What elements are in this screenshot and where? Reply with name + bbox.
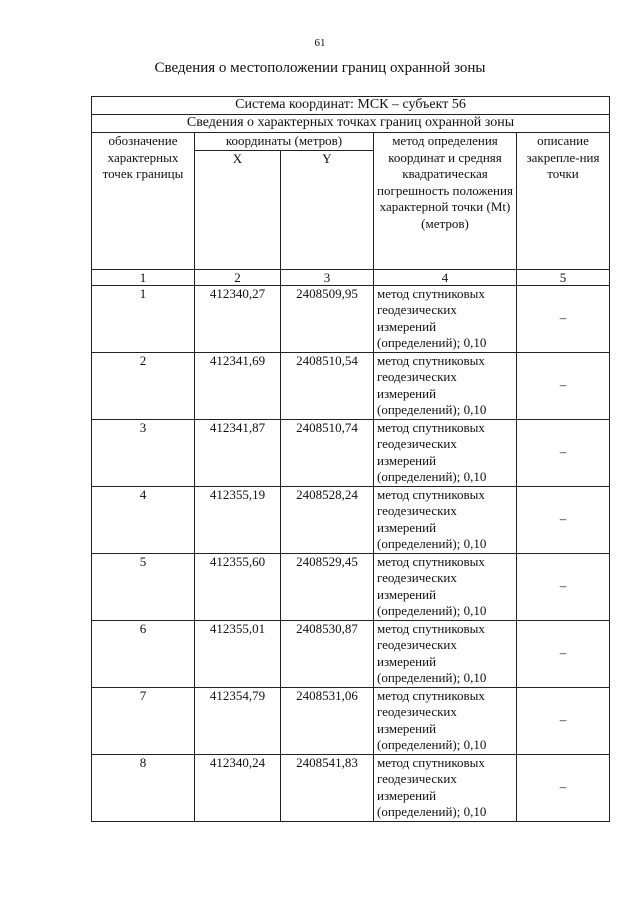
- description-cell: –: [517, 687, 610, 754]
- method-cell: метод спутниковых геодезических измерений (определений); 0,10: [374, 620, 517, 687]
- x-coordinate-cell: 412355,60: [195, 553, 281, 620]
- y-coordinate-cell: 2408509,95: [281, 285, 374, 352]
- y-coordinate-cell: 2408528,24: [281, 486, 374, 553]
- point-id-cell: 3: [92, 419, 195, 486]
- coordinate-system-row: Система координат: МСК – субъект 56: [92, 97, 610, 115]
- page-number: 61: [314, 37, 326, 49]
- x-coordinate-cell: 412355,19: [195, 486, 281, 553]
- table-row: [92, 620, 610, 687]
- point-id-cell: 4: [92, 486, 195, 553]
- description-cell: –: [517, 419, 610, 486]
- y-coordinate-cell: 2408510,54: [281, 352, 374, 419]
- boundary-points-table: [91, 96, 610, 822]
- method-cell: метод спутниковых геодезических измерений (определений); 0,10: [374, 553, 517, 620]
- method-cell: метод спутниковых геодезических измерений (определений); 0,10: [374, 285, 517, 352]
- column-number: 4: [374, 269, 517, 285]
- table-row: [92, 754, 610, 821]
- x-coordinate-cell: 412340,27: [195, 285, 281, 352]
- method-cell: метод спутниковых геодезических измерений (определений); 0,10: [374, 352, 517, 419]
- header-designation: обозначение характерных точек границы: [92, 133, 195, 270]
- header-coordinates: координаты (метров): [195, 133, 374, 151]
- x-coordinate-cell: 412354,79: [195, 687, 281, 754]
- section-title-row: Сведения о характерных точках границ охранной зоны: [92, 115, 610, 133]
- method-cell: метод спутниковых геодезических измерений (определений); 0,10: [374, 486, 517, 553]
- y-coordinate-cell: 2408529,45: [281, 553, 374, 620]
- method-cell: метод спутниковых геодезических измерений (определений); 0,10: [374, 687, 517, 754]
- description-cell: –: [517, 754, 610, 821]
- header-x: X: [195, 150, 281, 269]
- y-coordinate-cell: 2408530,87: [281, 620, 374, 687]
- point-id-cell: 8: [92, 754, 195, 821]
- method-cell: метод спутниковых геодезических измерений (определений); 0,10: [374, 419, 517, 486]
- column-number: 3: [281, 269, 374, 285]
- y-coordinate-cell: 2408510,74: [281, 419, 374, 486]
- point-id-cell: 5: [92, 553, 195, 620]
- point-id-cell: 7: [92, 687, 195, 754]
- description-cell: –: [517, 486, 610, 553]
- description-cell: –: [517, 352, 610, 419]
- description-cell: –: [517, 620, 610, 687]
- table-row: [92, 352, 610, 419]
- x-coordinate-cell: 412340,24: [195, 754, 281, 821]
- header-y: Y: [281, 150, 374, 269]
- document-title: Сведения о местоположении границ охранной зоны: [154, 60, 486, 76]
- column-number: 5: [517, 269, 610, 285]
- table-row: [92, 419, 610, 486]
- y-coordinate-cell: 2408531,06: [281, 687, 374, 754]
- table-row: [92, 486, 610, 553]
- header-method: метод определения координат и средняя квадратическая погрешность положения характерной точки (Mt) (метров): [374, 133, 517, 270]
- point-id-cell: 1: [92, 285, 195, 352]
- table-row: [92, 687, 610, 754]
- header-description: описание закрепле-ния точки: [517, 133, 610, 270]
- column-number: 2: [195, 269, 281, 285]
- point-id-cell: 2: [92, 352, 195, 419]
- column-number-row: [92, 269, 610, 285]
- point-id-cell: 6: [92, 620, 195, 687]
- method-cell: метод спутниковых геодезических измерений (определений); 0,10: [374, 754, 517, 821]
- table-row: [92, 285, 610, 352]
- description-cell: –: [517, 285, 610, 352]
- x-coordinate-cell: 412341,69: [195, 352, 281, 419]
- table-row: [92, 553, 610, 620]
- x-coordinate-cell: 412355,01: [195, 620, 281, 687]
- column-number: 1: [92, 269, 195, 285]
- description-cell: –: [517, 553, 610, 620]
- y-coordinate-cell: 2408541,83: [281, 754, 374, 821]
- x-coordinate-cell: 412341,87: [195, 419, 281, 486]
